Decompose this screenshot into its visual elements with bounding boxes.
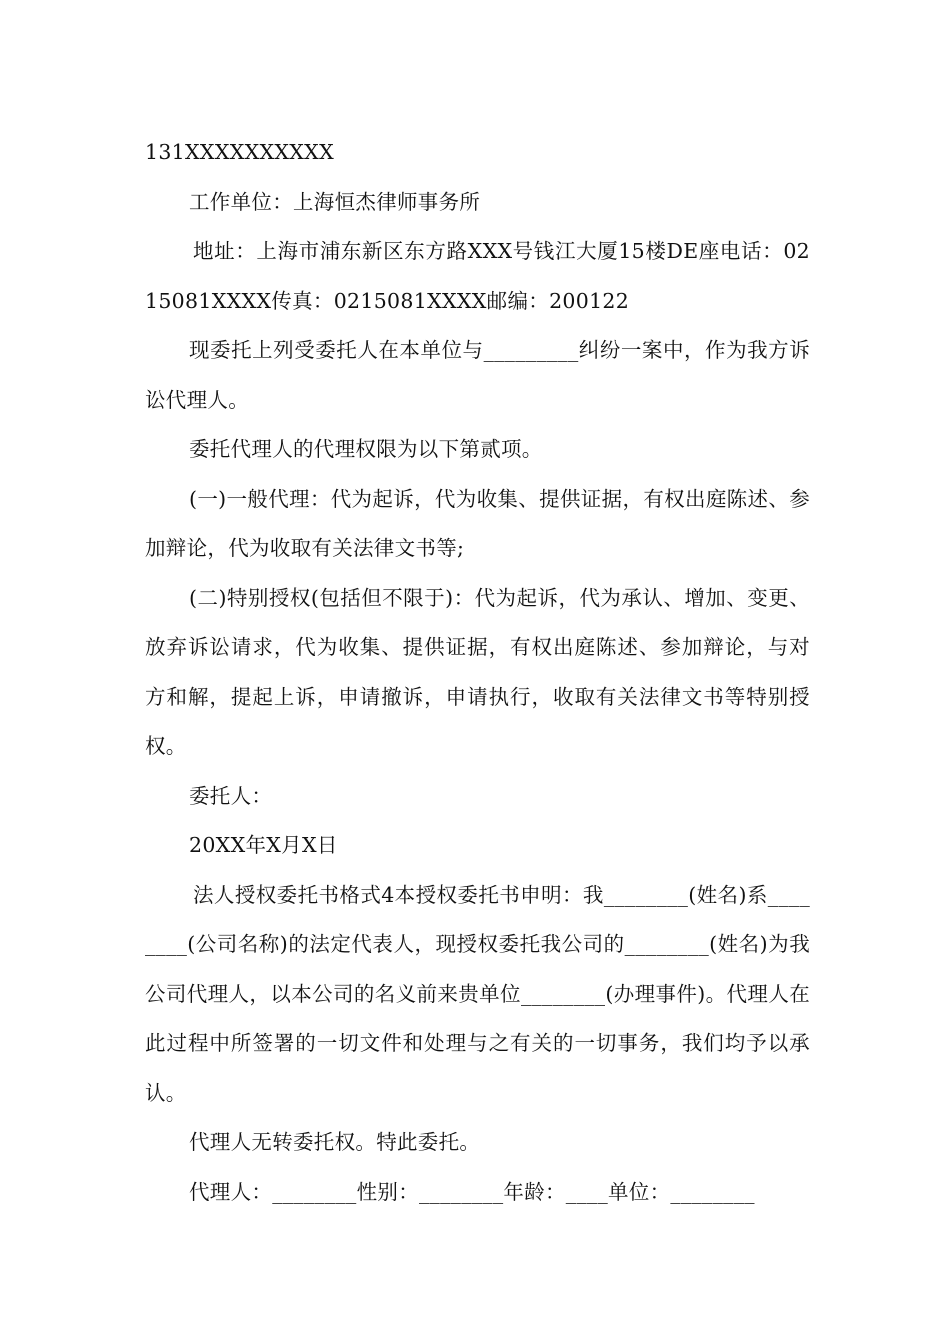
no-subdelegation-line: 代理人无转委托权。特此委托。 [189, 1130, 481, 1154]
principal-line: 委托人： [189, 783, 273, 808]
general-agency-paragraph: (一)一般代理：代为起诉，代为收集、提供证据，有权出庭陈述、参加辩论，代为收取有关法律文书等; [145, 486, 810, 560]
address-paragraph: 地址：上海市浦东新区东方路XXX号钱江大厦15楼DE座电话：0215081XXXX传真：0215081XXXX邮编：200122 [145, 239, 810, 313]
special-authorization-paragraph: (二)特别授权(包括但不限于)：代为起诉，代为承认、增加、变更、放弃诉讼请求，代为收集、提供证据，有权出庭陈述、参加辩论，与对方和解，提起上诉，申请撤诉，申请执行，收取有关法律文书等特别授权。 [145, 585, 810, 758]
authority-scope-paragraph: 委托代理人的代理权限为以下第贰项。 [189, 437, 543, 461]
authorization-format-paragraph: 法人授权委托书格式4本授权委托书申明：我________(姓名)系________(公司名称)的法定代表人，现授权委托我公司的________(姓名)为我公司代理人，以本公司的名义前来贵单位________(办理事件)。代理人在此过程中所签署的一切文件和处理与之有关的一切事务，我们均予以承认。 [145, 882, 810, 1105]
entrust-statement-paragraph: 现委托上列受委托人在本单位与_________纠纷一案中，作为我方诉讼代理人。 [145, 338, 810, 412]
phone-number-line: 131XXXXXXXXXX [145, 140, 334, 164]
work-unit-line: 工作单位：上海恒杰律师事务所 [189, 189, 481, 214]
agent-info-line: 代理人：________性别：________年龄：____单位：________ [189, 1179, 755, 1204]
date-line: 20XX年X月X日 [189, 833, 338, 857]
document-body [145, 128, 810, 1217]
